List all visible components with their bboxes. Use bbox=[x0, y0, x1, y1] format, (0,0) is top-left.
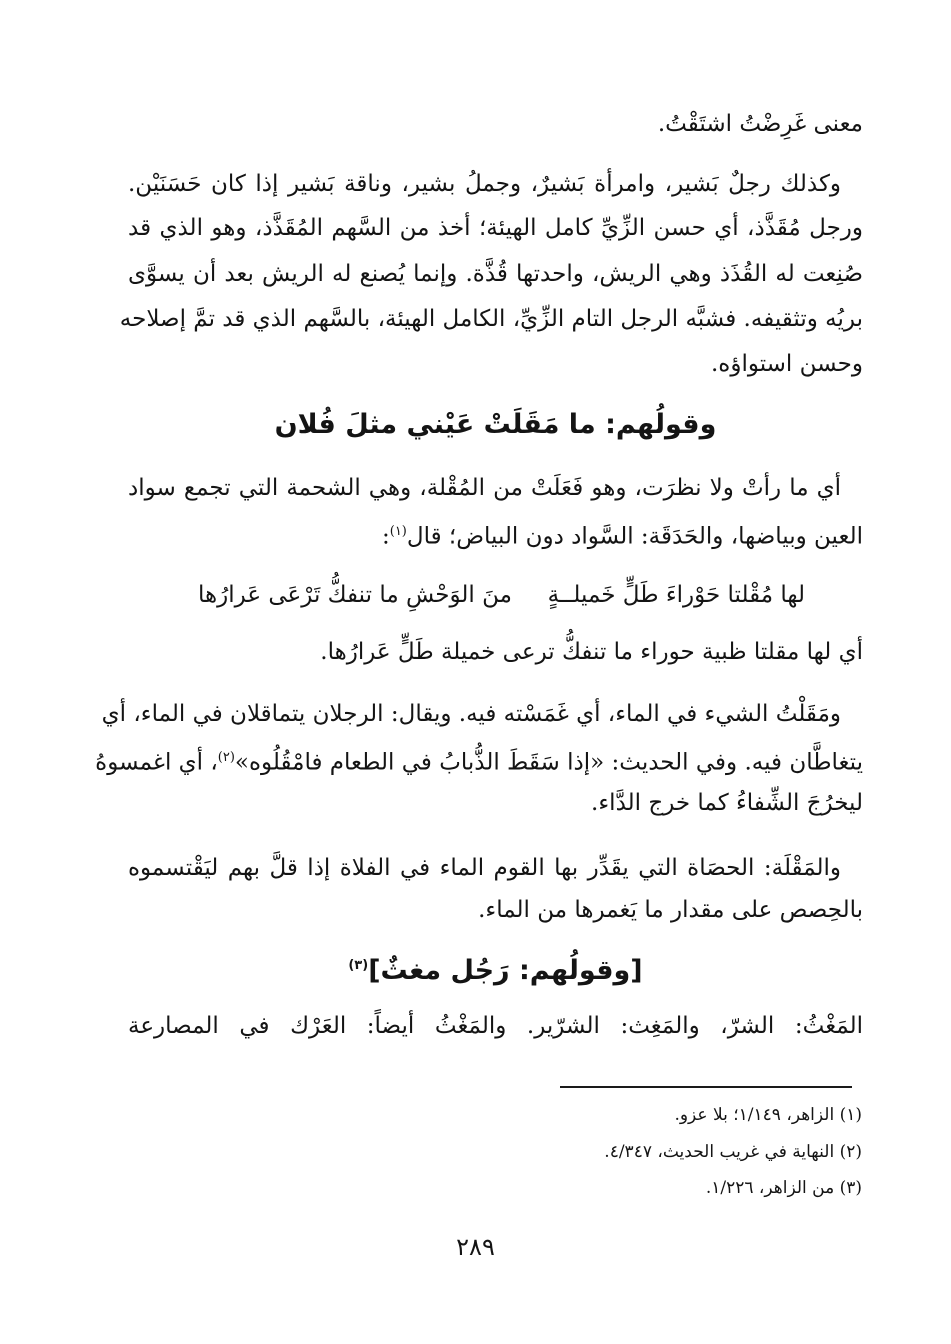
text-line: صُنِعت له القُذَذ وهي الريش، واحدتها قُذَّة. وإنما يُصنع له الريش بعد أن يسوَّى bbox=[128, 261, 863, 287]
text-line: وحسن استواؤه. bbox=[710, 351, 863, 377]
footnote-reference: (٢) bbox=[217, 750, 235, 765]
footnote-separator bbox=[560, 1086, 852, 1088]
text-line: والمَقْلَة: الحصَاة التي يقَدِّر بها القوم الماء في الفلاة إذا قلَّ بهم ليَقْتسموه bbox=[128, 855, 841, 881]
page-number: ٢٨٩ bbox=[456, 1233, 495, 1261]
heading-text: [وقولُهم: رَجُل مغثٌ] bbox=[368, 955, 643, 986]
text-line: ليخرُجَ الشِّفاءُ كما خرج الدَّاء. bbox=[591, 790, 863, 816]
verse-second-hemistich: منَ الوَحْشِ ما تنفكُّ تَرْعَى عَرارُها bbox=[198, 582, 512, 608]
paragraph-4 bbox=[128, 632, 863, 672]
paragraph-3 bbox=[128, 468, 863, 552]
paragraph-5 bbox=[95, 694, 863, 824]
text-line: معنى غَرِضْتُ اشتَقْتُ. bbox=[657, 111, 863, 137]
text-line: ورجل مُقَذَّذ، أي حسن الزِّيِّ كامل الهيئة؛ أخذ من السَّهم المُقَذَّذ، وهو الذي قد bbox=[128, 215, 863, 241]
text-line bbox=[128, 512, 863, 552]
text-line: وكذلك رجلٌ بَشير، وامرأة بَشيرٌ، وجملُ بشير، وناقة بَشير إذا كان حَسَنَيْن. bbox=[128, 171, 841, 197]
text-line: بالحِصص على مقدار ما يَغمرها من الماء. bbox=[478, 897, 863, 923]
poetry-verse bbox=[128, 573, 863, 617]
text-line: بريُه وتثقيفه. فشبَّه الرجل التام الزِّيِّ، الكامل الهيئة، بالسَّهم الذي قد تمَّ إصلاحه bbox=[119, 306, 863, 332]
verse-first-hemistich: لها مُقْلتا حَوْراءَ طَلٍّ خَميلــةٍ bbox=[547, 582, 805, 608]
section-heading bbox=[128, 944, 863, 988]
paragraph-2 bbox=[119, 164, 863, 384]
text-line: أي لها مقلتا ظبية حوراء ما تنفكُّ ترعى خميلة طَلٍّ عَرارُها. bbox=[320, 639, 863, 665]
paragraph-7 bbox=[128, 1006, 863, 1050]
section-heading: وقولُهم: ما مَقَلَتْ عَيْني مثلَ فُلان bbox=[274, 409, 717, 440]
paragraph-1 bbox=[128, 104, 863, 144]
footnote: (١) الزاهر، ١/١٤٩؛ بلا عزو. bbox=[674, 1105, 862, 1125]
text-line: أي ما رأتْ ولا نظرَت، وهو فَعَلَتْ من المُقْلة، وهي الشحمة التي تجمع سواد bbox=[128, 475, 841, 501]
footnote-reference: (٣) bbox=[348, 958, 369, 973]
text-segment: ، أي اغمسوهُ bbox=[95, 749, 218, 776]
footnote: (٢) النهاية في غريب الحديث، ٤/٣٤٧. bbox=[604, 1142, 862, 1162]
text-segment: : bbox=[381, 523, 390, 550]
footnote-reference: (١) bbox=[389, 524, 407, 539]
text-segment: يتغاطَّان فيه. وفي الحديث: «إذا سَقَطَ الذُّبابُ في الطعام فامْقُلُوه» bbox=[234, 749, 863, 776]
text-line bbox=[95, 738, 863, 778]
text-line: ومَقَلْتُ الشيء في الماء، أي غَمَسْته فيه. ويقال: الرجلان يتماقلان في الماء، أي bbox=[101, 701, 841, 727]
text-segment: العين وبياضها، والحَدَقَة: السَّواد دون البياض؛ قال bbox=[406, 523, 863, 550]
footnote: (٣) من الزاهر، ١/٢٢٦. bbox=[705, 1178, 862, 1198]
text-line: المَغْثُ: الشرّ، والمَغِث: الشرّير. والمَغْثُ أيضاً: العَرْك في المصارعة bbox=[128, 1013, 863, 1039]
paragraph-6 bbox=[128, 848, 863, 932]
